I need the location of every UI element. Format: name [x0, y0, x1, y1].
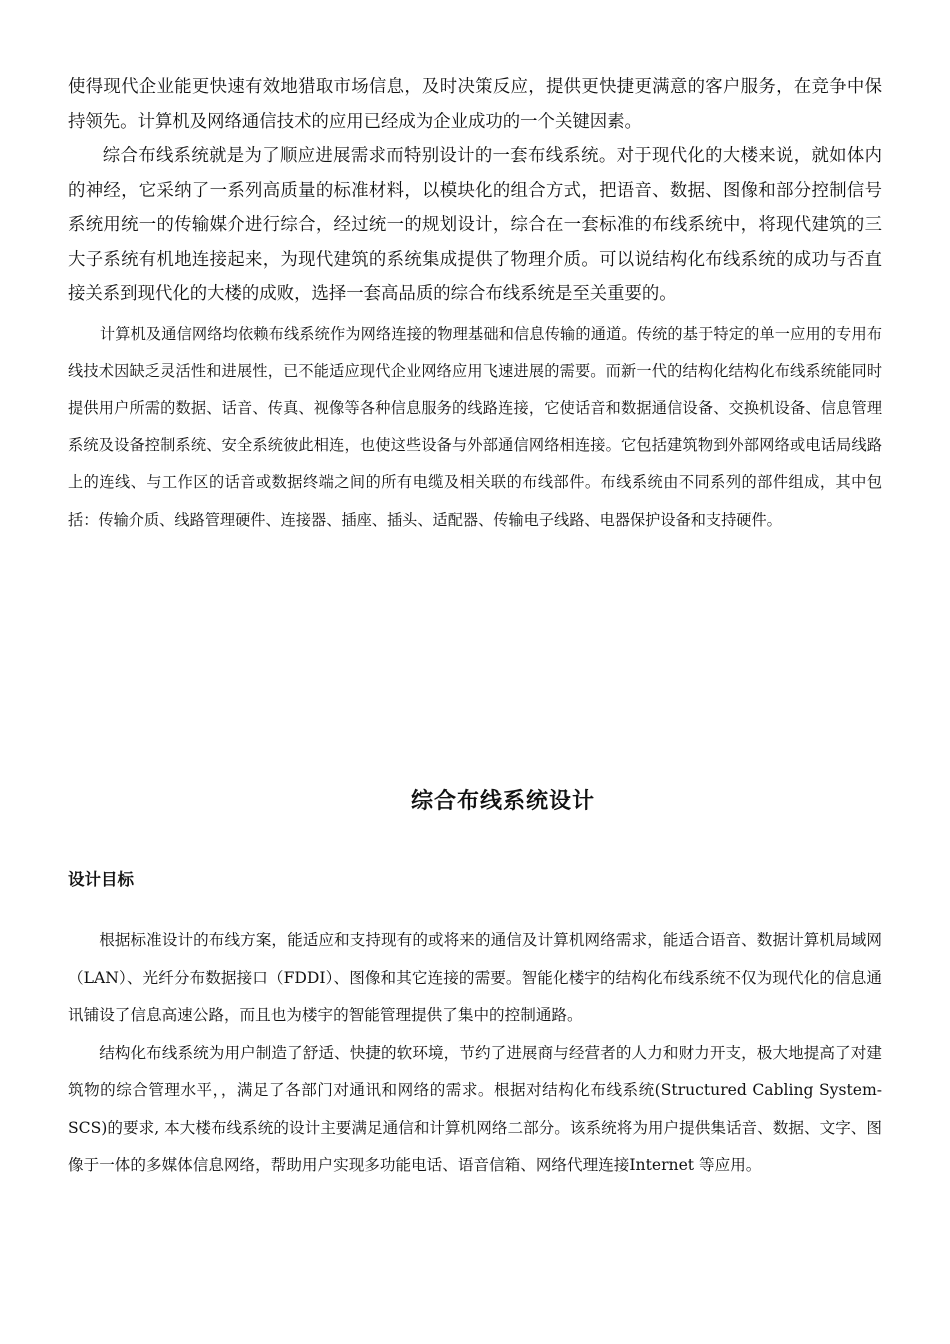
- section-subheading: 设计目标: [68, 870, 134, 889]
- intro-paragraph-3: 计算机及通信网络均依赖布线系统作为网络连接的物理基础和信息传输的通道。传统的基于特定的单一应用的专用布线技术因缺乏灵活性和进展性，已不能适应现代企业网络应用飞速进展的需要。而新一代的结构化结构化布线系统能同时提供用户所需的数据、话音、传真、视像等各种信息服务的线路连接，它使话音和数据通信设备、交换机设备、信息管理系统及设备控制系统、安全系统彼此相连，也使这些设备与外部通信网络相连接。它包括建筑物到外部网络或电话局线路上的连线、与工作区的话音或数据终端之间的所有电缆及相关联的布线部件。布线系统由不同系列的部件组成，其中包括：传输介质、线路管理硬件、连接器、插座、插头、适配器、传输电子线路、电器保护设备和支持硬件。: [68, 324, 882, 529]
- document-page: [68, 70, 882, 1174]
- intro-paragraph-1: 使得现代企业能更快速有效地猎取市场信息，及时决策反应，提供更快捷更满意的客户服务，在竞争中保持领先。计算机及网络通信技术的应用已经成为企业成功的一个关键因素。: [68, 77, 882, 132]
- section-title: 综合布线系统设计: [410, 789, 595, 814]
- section-body: [68, 922, 882, 1185]
- section-paragraph-1: 根据标准设计的布线方案，能适应和支持现有的或将来的通信及计算机网络需求，能适合语音、数据计算机局域网（LAN）、光纤分布数据接口（FDDI）、图像和其它连接的需要。智能化楼宇的结构化布线系统不仅为现代化的信息通讯铺设了信息高速公路，而且也为楼宇的智能管理提供了集中的控制通路。: [68, 931, 882, 1024]
- section-paragraph-2: 结构化布线系统为用户制造了舒适、快捷的软环境，节约了进展商与经营者的人力和财力开支，极大地提高了对建筑物的综合管理水平，，满足了各部门对通讯和网络的需求。根据对结构化布线系统(Structured Cabling System-SCS)的要求, 本大楼布线系统的设计主要满足通信和计算机网络二部分。该系统将为用户提供集话音、数据、文字、图像于一体的多媒体信息网络，帮助用户实现多功能电话、语音信箱、网络代理连接Internet 等应用。: [68, 1043, 882, 1174]
- intro-paragraph-2: 综合布线系统就是为了顺应进展需求而特别设计的一套布线系统。对于现代化的大楼来说，就如体内的神经，它采纳了一系列高质量的标准材料，以模块化的组合方式，把语音、数据、图像和部分控制信号系统用统一的传输媒介进行综合，经过统一的规划设计，综合在一套标准的布线系统中，将现代建筑的三大子系统有机地连接起来，为现代建筑的系统集成提供了物理介质。可以说结构化布线系统的成功与否直接关系到现代化的大楼的成败，选择一套高品质的综合布线系统是至关重要的。: [68, 146, 882, 304]
